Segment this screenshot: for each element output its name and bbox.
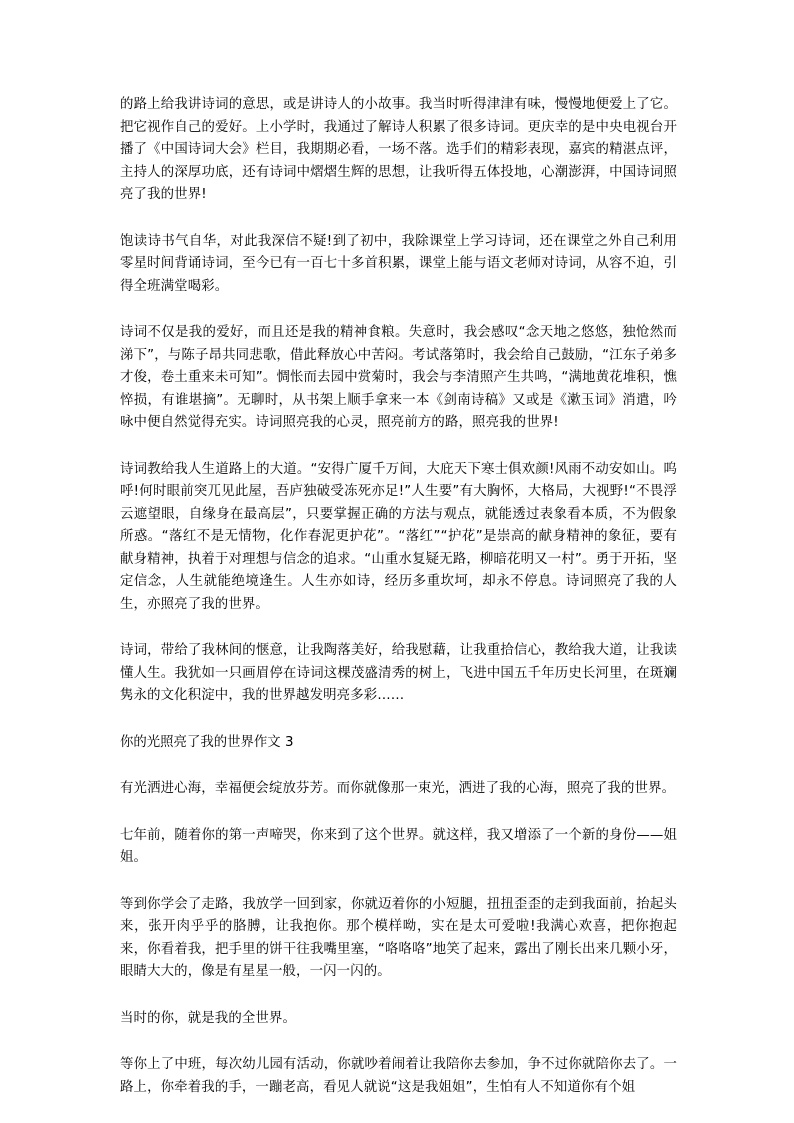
- paragraph-poetry-life: 诗词教给我人生道路上的大道。“安得广厦千万间，大庇天下寒士俱欢颜!风雨不动安如山。呜呼!何时眼前突兀见此屋，吾庐独破受冻死亦足!”人生要”有大胸怀，大格局，大视野!“不畏浮云遮望眼，自缘身在最高层”，只要掌握正确的方法与观点，就能透过表象看本质，不为假象所惑。“落红不是无情物，化作春泥更护花”。“落红”“护花”是崇高的献身精神的象征，要有献身精神，执着于对理想与信念的追求。“山重水复疑无路，柳暗花明又一村”。勇于开拓，坚定信念，人生就能绝境逢生。人生亦如诗，经历多重坎坷，却永不停息。诗词照亮了我的人生，亦照亮了我的世界。: [120, 461, 677, 612]
- paragraph-learning-to-walk: 等到你学会了走路，我放学一回到家，你就迈着你的小短腿，扭扭歪歪的走到我面前，抬起头来，张开肉乎乎的胳膊，让我抱你。那个模样呦，实在是太可爱啦!我满心欢喜，把你抱起来，你看着我，把手里的饼干往我嘴里塞，“咯咯咯”地笑了起来，露出了刚长出来几颗小牙，眼睛大大的，像是有星星一般，一闪一闪的。: [120, 896, 677, 979]
- section-title: 你的光照亮了我的世界作文 3: [120, 734, 294, 750]
- paragraph-kindergarten: 等你上了中班，每次幼儿园有活动，你就吵着闹着让我陪你去参加，争不过你就陪你去了。一路上，你牵着我的手，一蹦老高，看见人就说“这是我姐姐”，生怕有人不知道你有个姐: [120, 1057, 677, 1095]
- paragraph-poetry-hobby: 的路上给我讲诗词的意思，或是讲诗人的小故事。我当时听得津津有味，慢慢地便爱上了它。把它视作自己的爱好。上小学时，我通过了解诗人积累了很多诗词。更庆幸的是中央电视台开播了《中国诗词大会》栏目，我期期必看，一场不落。选手们的精彩表现，嘉宾的精湛点评，主持人的深厚功底，还有诗词中熠熠生辉的思想，让我听得五体投地，心潮澎湃，中国诗词照亮了我的世界!: [120, 97, 677, 202]
- paragraph-seven-years-ago: 七年前，随着你的第一声啼哭，你来到了这个世界。就这样，我又增添了一个新的身份——姐姐。: [120, 827, 677, 865]
- paragraph-poetry-spirit: 诗词不仅是我的爱好，而且还是我的精神食粮。失意时，我会感叹“念天地之悠悠，独怆然而涕下”，与陈子昂共同悲歌，借此释放心中苦闷。考试落第时，我会给自己鼓励，“江东子弟多才俊，卷土重来未可知”。惆怅而去园中赏菊时，我会与李清照产生共鸣，“满地黄花堆积，憔悴损，有谁堪摘”。无聊时，从书架上顺手拿来一本《剑南诗稿》又或是《漱玉词》消遣，吟咏中便自然觉得充实。诗词照亮我的心灵，照亮前方的路，照亮我的世界!: [120, 325, 677, 430]
- paragraph-whole-world: 当时的你，就是我的全世界。: [120, 1010, 297, 1026]
- paragraph-poetry-study: 饱读诗书气自华，对此我深信不疑!到了初中，我除课堂上学习诗词，还在课堂之外自己利用零星时间背诵诗词，至今已有一百七十多首积累，课堂上能与语文老师对诗词，从容不迫，引得全班满堂喝彩。: [120, 233, 677, 294]
- paragraph-poetry-conclusion: 诗词，带给了我林间的惬意，让我陶落美好，给我慰藉，让我重拾信心，教给我大道，让我读懂人生。我犹如一只画眉停在诗词这棵茂盛清秀的树上，飞进中国五千年历史长河里，在斑斓隽永的文化积淀中，我的世界越发明亮多彩……: [120, 643, 677, 703]
- paragraph-light: 有光洒进心海，幸福便会绽放芬芳。而你就像那一束光，洒进了我的心海，照亮了我的世界。: [120, 781, 676, 796]
